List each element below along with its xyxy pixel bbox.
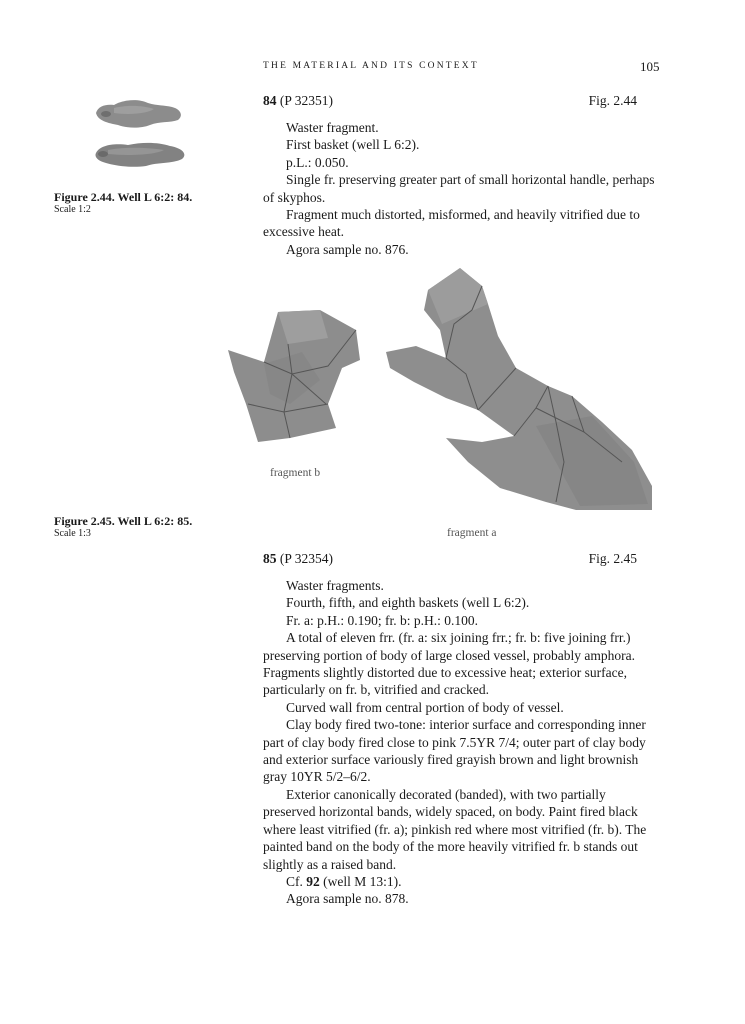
catalogue-entry-heading xyxy=(263,551,637,569)
fragment-a-photo xyxy=(386,266,656,510)
catalogue-entry-heading xyxy=(263,93,637,111)
entry-paragraph: p.L.: 0.050. xyxy=(286,154,349,170)
cross-reference-number: 92 xyxy=(306,873,320,889)
figure-2-44-caption xyxy=(54,190,239,216)
figure-title: Figure 2.44. Well L 6:2: 84. xyxy=(54,190,193,204)
figure-2-45-caption xyxy=(54,514,239,540)
entry-paragraph: Waster fragments. xyxy=(286,578,384,593)
entry-number: 84 xyxy=(263,93,277,108)
inventory-number: (P 32354) xyxy=(279,551,333,566)
entry-paragraph: Single fr. preserving greater part of small horizontal handle, perhaps of skyphos. xyxy=(263,172,655,205)
cross-reference xyxy=(263,873,659,890)
catalogue-entry-body xyxy=(263,577,659,908)
entry-paragraph: Waster fragment. xyxy=(286,120,379,135)
entry-paragraph: Fragment much distorted, misformed, and heavily vitrified due to excessive heat. xyxy=(263,207,640,240)
entry-paragraph: Clay body fired two-tone: interior surface and corresponding inner part of clay body fired close to pink 7.5YR 7/4; outer part of clay body and exterior surface variously fired grayish brown and light brownish gray 10YR 5/2–6/2. xyxy=(263,717,646,785)
figure-scale: Scale 1:2 xyxy=(54,204,91,215)
inventory-number: (P 32351) xyxy=(279,93,333,108)
entry-paragraph: First basket (well L 6:2). xyxy=(286,137,420,153)
entry-paragraph: Fourth, fifth, and eighth baskets (well L 6:2). xyxy=(286,595,530,611)
fragment-a-label: fragment a xyxy=(447,527,497,539)
running-head: THE MATERIAL AND ITS CONTEXT xyxy=(263,61,479,71)
entry-paragraph: Agora sample no. 878. xyxy=(286,891,409,907)
figure-reference: Fig. 2.44 xyxy=(588,93,637,108)
entry-paragraph: Agora sample no. 876. xyxy=(286,241,409,257)
page-number: 105 xyxy=(640,59,660,74)
entry-paragraph: Fr. a: p.H.: 0.190; fr. b: p.H.: 0.100. xyxy=(286,612,478,628)
fragment-b-photo xyxy=(228,308,368,444)
entry-paragraph: Curved wall from central portion of body of vessel. xyxy=(286,699,564,715)
cross-reference-text: (well M 13:1). xyxy=(323,873,402,889)
catalogue-entry-body xyxy=(263,119,659,258)
entry-paragraph: Exterior canonically decorated (banded), with two partially preserved horizontal bands, widely spaced, on body. Paint fired black where least vitrified (fr. a); pinkish red where most vitrified (fr. b). The painted band on the body of the more heavily vitrified fr. b stands out slightly as a raised band. xyxy=(263,786,647,872)
entry-number: 85 xyxy=(263,551,277,566)
figure-2-44-photo xyxy=(92,96,192,176)
figure-title: Figure 2.45. Well L 6:2: 85. xyxy=(54,514,193,528)
fragment-b-label: fragment b xyxy=(270,467,321,479)
figure-scale: Scale 1:3 xyxy=(54,528,91,539)
figure-reference: Fig. 2.45 xyxy=(588,551,637,566)
cf-prefix: Cf. xyxy=(286,873,303,889)
entry-paragraph: A total of eleven frr. (fr. a: six joining frr.; fr. b: five joining frr.) preserving portion of body of large closed vessel, probably amphora. Fragments slightly distorted due to excessive heat; exterior surface, particularly on fr. b, vitrified and cracked. xyxy=(263,630,636,698)
